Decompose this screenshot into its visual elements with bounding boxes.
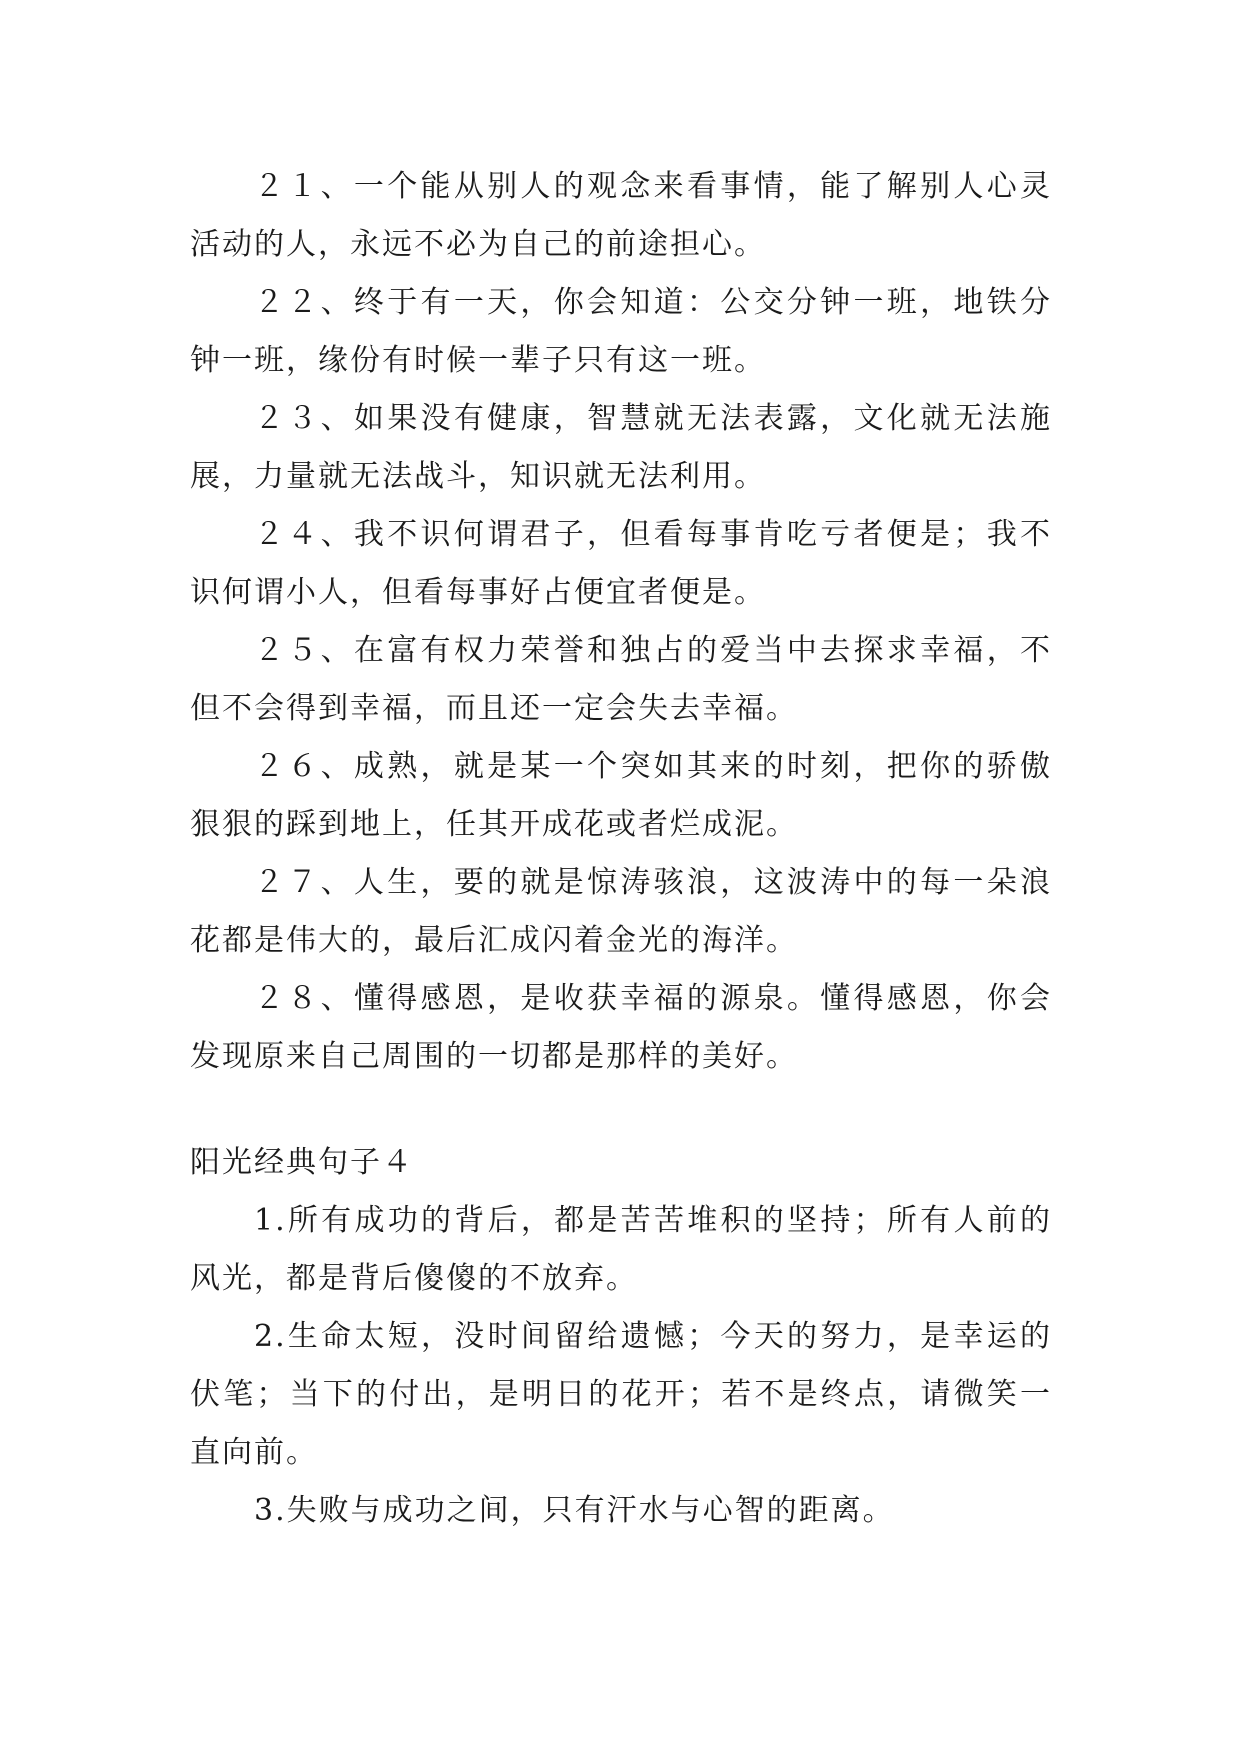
- paragraph-b3: 3.失败与成功之间，只有汗水与心智的距离。: [254, 1493, 895, 1528]
- paragraph-27: ２７、人生，要的就是惊涛骇浪，这波涛中的每一朵浪花都是伟大的，最后汇成闪着金光的海洋。: [190, 865, 1052, 958]
- paragraph-24: ２４、我不识何谓君子，但看每事肯吃亏者便是；我不识何谓小人，但看每事好占便宜者便是。: [190, 517, 1052, 610]
- paragraph-21: ２１、一个能从别人的观念来看事情，能了解别人心灵活动的人，永远不必为自己的前途担心。: [190, 169, 1052, 262]
- document-body: [190, 158, 1052, 1540]
- paragraph-b2: 2.生命太短，没时间留给遗憾；今天的努力，是幸运的伏笔；当下的付出，是明日的花开；若不是终点，请微笑一直向前。: [190, 1319, 1052, 1470]
- paragraph-23: ２３、如果没有健康，智慧就无法表露，文化就无法施展，力量就无法战斗，知识就无法利用。: [190, 401, 1052, 494]
- paragraph-28: ２８、懂得感恩，是收获幸福的源泉。懂得感恩，你会发现原来自己周围的一切都是那样的美好。: [190, 981, 1052, 1074]
- paragraph-26: ２６、成熟，就是某一个突如其来的时刻，把你的骄傲狠狠的踩到地上，任其开成花或者烂成泥。: [190, 749, 1052, 842]
- section-heading: 阳光经典句子４: [190, 1145, 414, 1180]
- paragraph-b1: 1.所有成功的背后，都是苦苦堆积的坚持；所有人前的风光，都是背后傻傻的不放弃。: [190, 1203, 1052, 1296]
- paragraph-25: ２５、在富有权力荣誉和独占的爱当中去探求幸福，不但不会得到幸福，而且还一定会失去幸福。: [190, 633, 1052, 726]
- paragraph-22: ２２、终于有一天，你会知道：公交分钟一班，地铁分钟一班，缘份有时候一辈子只有这一班。: [190, 285, 1052, 378]
